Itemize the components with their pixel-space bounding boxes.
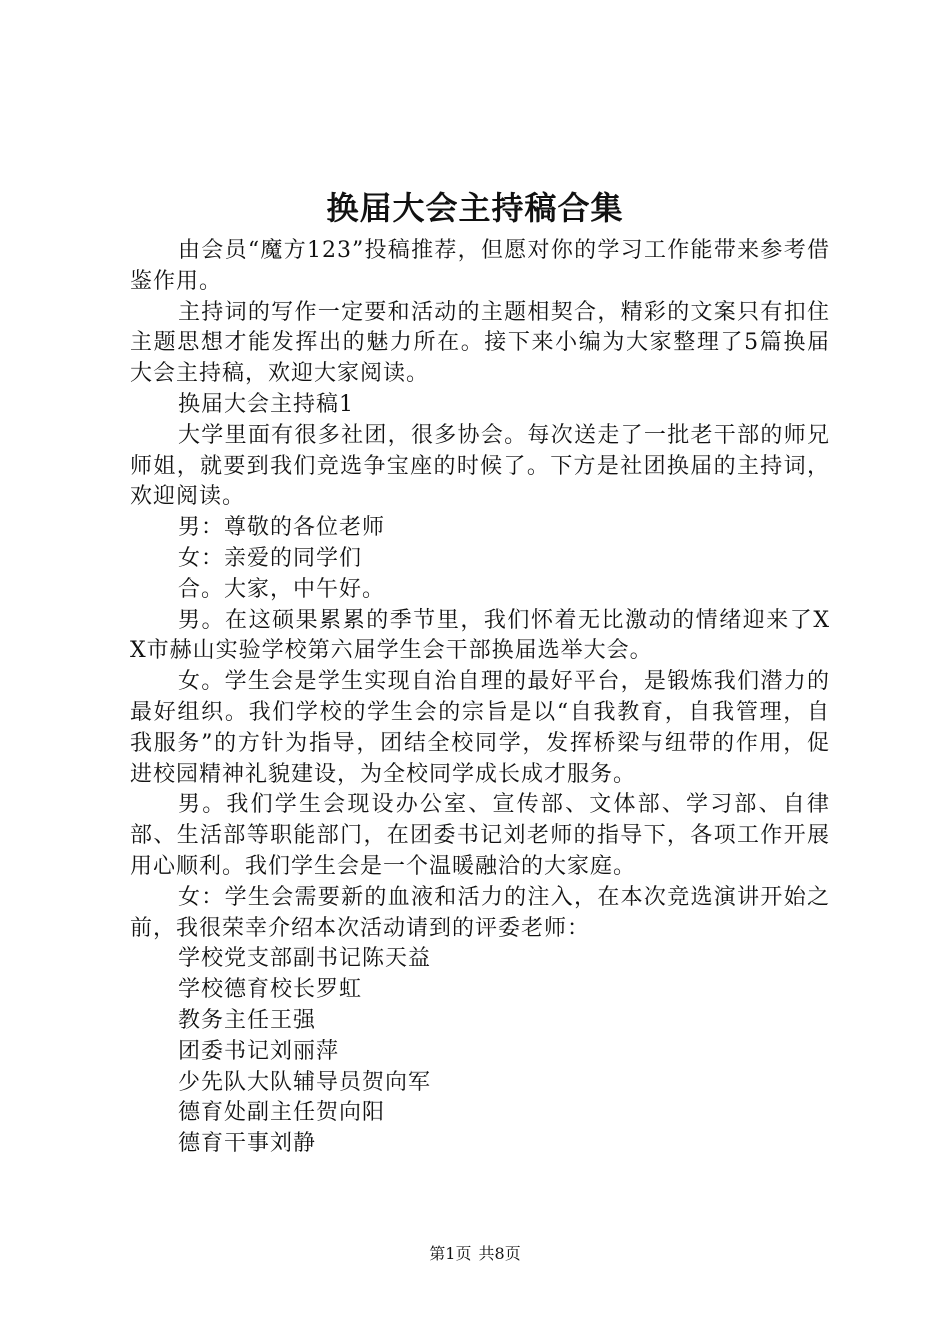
- dialogue-line: 男：尊敬的各位老师: [178, 515, 386, 541]
- page-number: 第1页: [429, 1244, 472, 1263]
- paragraph-2: 主持词的写作一定要和活动的主题相契合，精彩的文案只有扣住主题思想才能发挥出的魅力所在。接下来小编为大家整理了5篇换届大会主持稿，欢迎大家阅读。: [130, 299, 830, 387]
- judge-list-item: 少先队大队辅导员贺向军: [178, 1069, 432, 1095]
- judge-list-item: 学校德育校长罗虹: [178, 977, 363, 1003]
- paragraph-1: 由会员“魔方123”投稿推荐，但愿对你的学习工作能带来参考借鉴作用。: [130, 238, 830, 294]
- judge-list-item: 德育干事刘静: [178, 1131, 317, 1157]
- dialogue-line: 女。学生会是学生实现自治自理的最好平台，是锻炼我们潜力的最好组织。我们学校的学生会的宗旨是以“自我教育，自我管理，自我服务”的方针为指导，团结全校同学，发挥桥梁与纽带的作用，促进校园精神礼貌建设，为全校同学成长成才服务。: [130, 669, 830, 787]
- document-title: 换届大会主持稿合集: [326, 189, 624, 227]
- judge-list-item: 学校党支部副书记陈天益: [178, 946, 432, 972]
- dialogue-line: 男。我们学生会现设办公室、宣传部、文体部、学习部、自律部、生活部等职能部门，在团委书记刘老师的指导下，各项工作开展用心顺利。我们学生会是一个温暖融洽的大家庭。: [130, 792, 830, 879]
- dialogue-line: 合。大家，中午好。: [178, 576, 386, 602]
- dialogue-line: 女：亲爱的同学们: [178, 545, 363, 571]
- paragraph-3: 大学里面有很多社团，很多协会。每次送走了一批老干部的师兄师姐，就要到我们竞选争宝座的时候了。下方是社团换届的主持词，欢迎阅读。: [130, 422, 830, 510]
- section-heading: 换届大会主持稿1: [178, 391, 354, 417]
- document-body: [130, 236, 830, 1160]
- dialogue-line: 男。在这硕果累累的季节里，我们怀着无比激动的情绪迎来了XX市赫山实验学校第六届学生会干部换届选举大会。: [130, 607, 830, 664]
- page-total: 共8页: [478, 1244, 521, 1263]
- judge-list-item: 团委书记刘丽萍: [178, 1038, 340, 1064]
- judge-list-item: 德育处副主任贺向阳: [178, 1100, 386, 1126]
- judge-list-item: 教务主任王强: [178, 1007, 317, 1033]
- dialogue-line: 女：学生会需要新的血液和活力的注入，在本次竞选演讲开始之前，我很荣幸介绍本次活动请到的评委老师：: [130, 884, 830, 941]
- page-footer: [0, 1242, 950, 1266]
